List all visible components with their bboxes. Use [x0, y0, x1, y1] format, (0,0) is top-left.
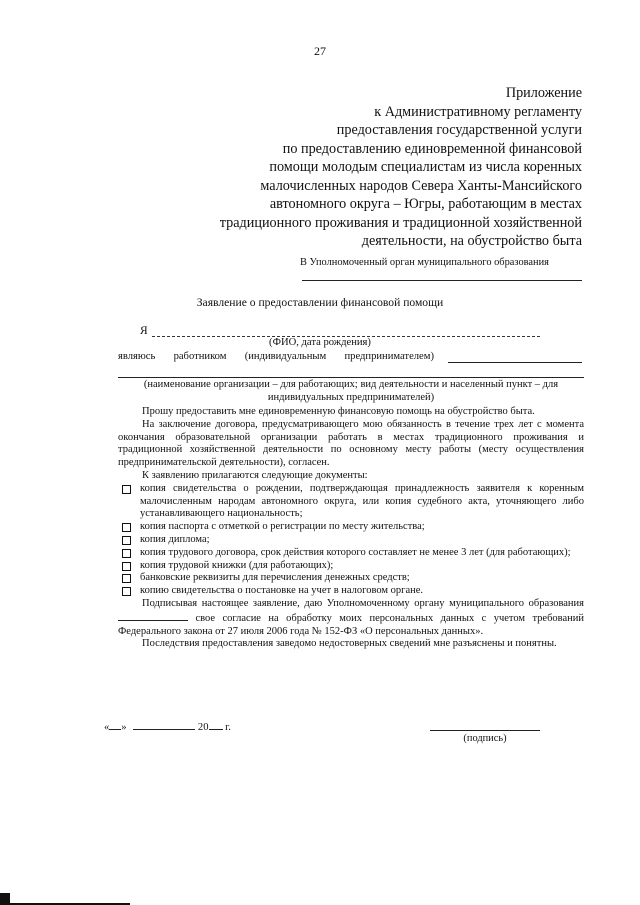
role-word: являюсь — [118, 351, 156, 362]
organization-caption-line: (наименование организации – для работающих; вид деятельности и населенный пункт – для — [143, 379, 559, 390]
document-item — [118, 483, 584, 521]
documents-list — [118, 483, 584, 598]
organization-caption — [118, 379, 584, 405]
organization-full-line[interactable] — [118, 377, 584, 378]
document-item — [118, 585, 584, 598]
appendix-line: традиционного проживания и традиционной хозяйственной — [219, 214, 582, 231]
role-word: предпринимателем) — [344, 351, 434, 362]
checkbox-icon[interactable] — [122, 587, 131, 596]
appendix-line: малочисленных народов Севера Ханты-Мансийского — [260, 177, 582, 194]
signature-fill-line[interactable] — [430, 730, 540, 731]
date-open-quote: « — [104, 722, 110, 733]
document-text: копия паспорта с отметкой о регистрации по месту жительства; — [140, 521, 425, 533]
statement-title: Заявление о предоставлении финансовой помощи — [196, 296, 444, 309]
appendix-line: автономного округа – Югры, работающим в местах — [269, 196, 582, 212]
organization-caption-line: индивидуальных предпринимателей) — [267, 391, 435, 403]
addressee-fill-line[interactable] — [302, 280, 582, 281]
consent-paragraph — [118, 598, 584, 638]
checkbox-icon[interactable] — [122, 485, 131, 494]
document-item — [118, 521, 584, 534]
day-fill-line[interactable] — [109, 719, 121, 730]
document-text: копия трудовой книжки (для работающих); — [140, 559, 334, 571]
applicant-prefix: Я — [140, 325, 148, 337]
appendix-line: деятельности, на обустройство быта — [361, 233, 582, 249]
appendix-line: по предоставлению единовременной финансовой — [282, 140, 582, 157]
document-item — [118, 547, 584, 560]
scan-corner-mark — [0, 893, 10, 905]
consent-text-part1: Подписывая настоящее заявление, даю Уполномоченному органу муниципального образования — [142, 597, 584, 609]
appendix-line: Приложение — [505, 85, 582, 101]
fio-caption: (ФИО, дата рождения) — [269, 337, 371, 348]
appendix-line: помощи молодым специалистам из числа коренных — [269, 159, 582, 175]
checkbox-icon[interactable] — [122, 574, 131, 583]
signature-caption: (подпись) — [463, 733, 507, 744]
page-number: 27 — [314, 44, 326, 58]
statement-body — [118, 406, 584, 651]
checkbox-icon[interactable] — [122, 549, 131, 558]
checkbox-icon[interactable] — [122, 562, 131, 571]
document-text: копия свидетельства о рождении, подтверждающая принадлежность заявителя к коренным малочисленным народам автономного округа, или копия судебного акта, уточняющего либо устанавливающего национальность; — [140, 482, 584, 520]
document-item — [118, 534, 584, 547]
request-paragraph: Прошу предоставить мне единовременную финансовую помощь на обустройство быта. — [142, 406, 535, 417]
month-fill-line[interactable] — [133, 719, 195, 730]
checkbox-icon[interactable] — [122, 523, 131, 532]
attached-intro: К заявлению прилагаются следующие документы: — [142, 469, 368, 481]
organization-fill-line[interactable] — [448, 362, 582, 363]
document-text: банковские реквизиты для перечисления денежных средств; — [140, 572, 410, 584]
consequences-paragraph: Последствия предоставления заведомо недостоверных сведений мне разъяснены и понятны. — [142, 638, 557, 650]
document-item — [118, 572, 584, 585]
addressee: В Уполномоченный орган муниципального образования — [300, 257, 549, 268]
document-text: копия диплома; — [140, 533, 210, 545]
year-fill-line[interactable] — [209, 719, 223, 730]
checkbox-icon[interactable] — [122, 536, 131, 545]
appendix-line: к Административному регламенту — [374, 103, 582, 120]
role-row — [118, 351, 584, 362]
role-word: работником — [173, 351, 227, 362]
date-close-quote: » — [121, 722, 127, 733]
year-suffix: г. — [225, 722, 231, 733]
document-item — [118, 560, 584, 573]
document-text: копию свидетельства о постановке на учет в налоговом органе. — [140, 585, 424, 597]
appendix-header — [162, 84, 582, 251]
document-text: копия трудового договора, срок действия которого составляет не менее 3 лет (для работающих); — [140, 546, 571, 558]
year-prefix: 20 — [197, 722, 209, 733]
obligation-paragraph: На заключение договора, предусматривающего мою обязанность в течение трех лет с момента окончания образовательной организации работать в местах традиционного проживания и традиционной хозяйственной деятельности по основному месту работы (месту осуществления предпринимательской деятельности), согласен. — [118, 418, 584, 469]
municipality-fill-line[interactable] — [118, 611, 188, 621]
appendix-line: предоставления государственной услуги — [336, 122, 582, 138]
date-field — [104, 719, 231, 733]
role-word: (индивидуальным — [244, 351, 327, 362]
consent-text-part2: свое согласие на обработку моих персональных данных с учетом требований Федерального закона от 27 июля 2006 года № 152-ФЗ «О персональных данных». — [118, 612, 585, 637]
